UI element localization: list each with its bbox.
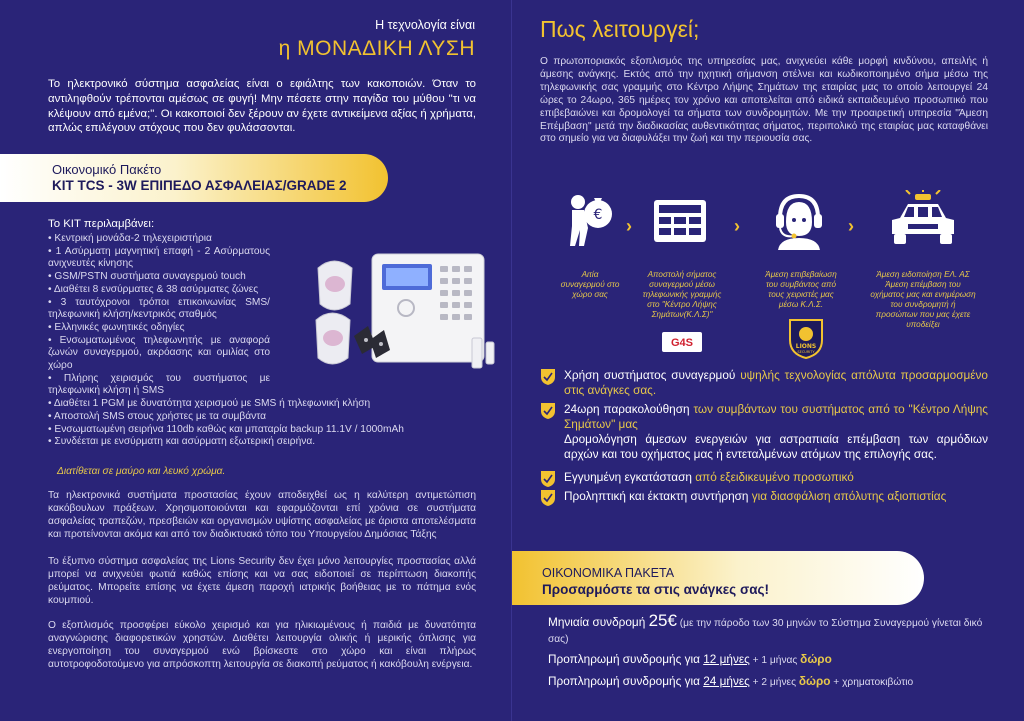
package-banner (0, 154, 388, 202)
step-caption: Αποστολή σήματος συναγερμού μέσω τηλεφωνικής γραμμής στο "Κέντρο Λήψης Σημάτων(Κ.Λ.Σ)" (642, 270, 722, 319)
kit-title: Το KIT περιλαμβάνει: (48, 218, 155, 230)
feature-bold: Χρήση συστήματος συναγερμού (564, 368, 736, 382)
kit-item: • Πλήρης χειρισμός του συστήματος με τηλεφωνική κλήση ή SMS (48, 372, 270, 397)
g4s-logo (662, 332, 702, 352)
feature-rest: των συμβάντων του συστήματος από το "Κέντρο Λήψης Σημάτων" μας (564, 402, 988, 431)
kit-item: • Διαθέτει 1 PGM με δυνατότητα χειρισμού με SMS ή τηλεφωνική κλήση (48, 398, 371, 410)
kit-item: • Ελληνικές φωνητικές οδηγίες (48, 321, 185, 333)
kit-list (48, 233, 404, 449)
kit-item: • Διαθέτει 8 ενσύρματες & 38 ασύρματες ζώνες (48, 283, 259, 295)
price-monthly-value: 25€ (648, 611, 677, 630)
step-caption: Άμεση ειδοποίηση ΕΛ. ΑΣ Άμεση επέμβαση του οχήματος μας και ενημέρωση του συνδρομητή ή προσώπων που μας έχετε υποδείξει (870, 270, 976, 329)
kit-item: • Αποστολή SMS στους χρήστες με τα συμβάντα (48, 410, 267, 422)
feature-text (564, 470, 988, 485)
price-prepay-24-label: Προπληρωμή συνδρομής για (548, 674, 704, 688)
intro-title: η ΜΟΝΑΔΙΚΗ ΛΥΣΗ (278, 37, 475, 60)
intro-paragraph: Το ηλεκτρονικό σύστημα ασφαλείας είναι ο εφιάλτης των κακοποιών. Όταν το αντιληφθούν τρέπονται αμέσως σε φυγή! Μην πέσετε στην παγίδα του μύθου "τι να κλέψουν από εμένα;". Οι κακοποιοί δεν ξέρουν αν έχετε αντικείμενα αξίας ή χρήματα, απλώς επιλέγουν στόχους που δεν φυλάσσονται. (48, 78, 476, 135)
kit-item: • 1 Ασύρματη μαγνητική επαφή - 2 Ασύρματους ανιχνευτές κίνησης (48, 245, 270, 270)
patrol-car-icon (886, 190, 960, 246)
right-column (512, 0, 1024, 721)
kit-item: • GSM/PSTN συστήματα συναγερμού touch (48, 271, 246, 283)
step-caption: Αιτία συναγερμού στο χώρο σας (560, 270, 620, 299)
kit-item: • Συνδέεται με ενσύρματη και ασύρματη εξωτερική σειρήνα. (48, 436, 316, 448)
feature-text (564, 368, 988, 398)
price-prepay-12-months: 12 μήνες (703, 652, 750, 666)
price-prepay-12-gift: δώρο (800, 652, 832, 666)
how-it-works-paragraph: Ο πρωτοποριακός εξοπλισμός της υπηρεσίας μας, ανιχνεύει κάθε μορφή κινδύνου, απειλής ή άμεσης ανάγκης. Εκτός από την ηχητική σήμανση στέλνει και κωδικοποιημένο σήμα μέσω της τηλεφωνικής σας γραμμής στο Κέντρο Λήψης Σημάτων της εταιρίας μας το οποίο λειτουργεί 24 ώρες το 24ωρο, 365 ημέρες τον χρόνο και αποτελείται από ειδικά εκπαιδευμένο προσωπικό που επιβεβαιώνει και δρομολογεί τα σήματα των συνδρομητών. Με την προαιρετική υπηρεσία "Άμεση Επέμβαση" μετά την διαδικασίας αυθεντικότητας σήματος, περιπολικό της εταιρίας μας καταφθάνει στο σημείο για να διαφυλάξει την ζωή και την περιουσία σας. (540, 56, 988, 145)
feature-rest: υψηλής τεχνολογίας απόλυτα προσαρμοσμένο στις ανάγκες σας. (564, 368, 988, 397)
lions-logo-text: LIONS (795, 343, 817, 350)
price-prepay-24-extra: + χρηματοκιβώτιο (830, 677, 914, 688)
shield-icon (540, 489, 556, 507)
control-panel-icon (652, 198, 708, 244)
price-prepay-12-label: Προπληρωμή συνδρομής για (548, 652, 704, 666)
feature-bold: 24ωρη παρακολούθηση (564, 402, 690, 416)
shield-icon (540, 470, 556, 488)
step-arrow-icon: › (734, 216, 740, 236)
body-paragraph-2: Το έξυπνο σύστημα ασφαλείας της Lions Security δεν έχει μόνο λειτουργίες προστασίας αλλά μπορεί να ανιχνεύει φωτιά καθώς επίσης και να σας ειδοποιεί σε περίπτωση διακοπής ρεύματος. Μπορείτε επίσης να έχετε άμεση παροχή ιατρικής βοήθειας με το πάτημα ενός κουμπιού. (48, 556, 476, 606)
step-caption: Άμεση επιβεβαίωση του συμβάντος από τους χειριστές μας μέσω Κ.Λ.Σ. (765, 270, 837, 309)
package-banner-line2: KIT TCS - 3W ΕΠΙΠΕΔΟ ΑΣΦΑΛΕΙΑΣ/GRADE 2 (52, 178, 347, 193)
feature-text (564, 402, 988, 462)
price-prepay-24-bonus: + 2 μήνες (749, 677, 799, 688)
price-monthly-label: Μηνιαία συνδρομή (548, 615, 649, 629)
g4s-logo-text: G4S (670, 337, 693, 349)
price-prepay-24 (548, 674, 913, 688)
price-prepay-12 (548, 652, 832, 666)
feature-bold: Εγγυημένη εγκατάσταση (564, 470, 692, 484)
kit-item: • Κεντρική μονάδα-2 τηλεχειριστήρια (48, 233, 212, 244)
kit-color-note: Διατίθεται σε μαύρο και λευκό χρώμα. (57, 466, 226, 477)
intro-subtitle: Η τεχνολογία είναι (375, 18, 475, 32)
feature-rest: από εξειδικευμένο προσωπικό (691, 470, 854, 484)
lions-security-logo (786, 316, 826, 360)
operator-icon (772, 192, 826, 250)
kit-item: • Ενσωματωμένη σειρήνα 110db καθώς και μπαταρία backup 11.1V / 1000mAh (48, 423, 404, 435)
feature-text (564, 489, 988, 504)
feature-rest: για διασφάλιση απόλυτης αξιοπιστίας (748, 489, 947, 503)
svg-text:€: € (593, 207, 603, 223)
price-monthly (548, 611, 988, 647)
kit-item: • 3 ταυτόχρονοι τρόποι επικοινωνίας SMS/τηλεφωνική κλήση/κεντρικός σταθμός (48, 296, 270, 321)
feature-bold: Προληπτική και έκτακτη συντήρηση (564, 489, 749, 503)
body-paragraph-3: Ο εξοπλισμός προσφέρει εύκολο χειρισμό και για ηλικιωμένους ή παιδιά με δυνατότητα αναγνώρισης διαφορετικών χρηστών. Διαθέτει λειτουργία ολικής ή μερικής όπλισης για ενεργοποίηση του συναγερμού ενώ βρίσκεστε στο χώρο και είναι πλήρως αυτοτροφοδοτούμενο για απρόσκοπτη λειτουργία σε διακοπή ρεύματος ή κακόβουλη ενέργεια. (48, 620, 476, 670)
price-prepay-24-gift: δώρο (798, 674, 831, 688)
kit-item: • Ενσωματωμένος τηλεφωνητής με αναφορά ζωνών συναγερμού, ακρόασης και ομιλίας στο χώρο (48, 334, 270, 372)
packages-banner-line2: Προσαρμόστε τα στις ανάγκες σας! (542, 582, 770, 597)
step-arrow-icon: › (848, 216, 854, 236)
body-paragraph-1: Τα ηλεκτρονικά συστήματα προστασίας έχουν αποδειχθεί ως η καλύτερη αντιμετώπιση κακόβουλων πράξεων. Χρησιμοποιούνται και εφαρμόζονται επί χρόνια σε συστήματα ασφαλείας τραπεζών, πρεσβειών και οργανισμών υψίστης ασφαλείας με άριστα αποτελέσματα και προτείνονται ακόμα και από τον διαδικτυακό τόπο του Υπουργείου Δημόσιας Τάξης (48, 490, 476, 540)
thief-icon (564, 192, 614, 248)
feature-extra: Δρομολόγηση άμεσων ενεργειών για αστραπιαία επέμβαση των αρμόδιων αρχών και του οχήματος μας ή εντεταλμένων ατόμων της επιλογής σας. (564, 432, 988, 461)
step-arrow-icon: › (626, 216, 632, 236)
price-monthly-note: (με την πάροδο των 30 μηνών το Σύστημα Συναγερμού γίνεται δικό σας) (548, 618, 983, 645)
packages-banner-line1: ΟΙΚΟΝΟΜΙΚΑ ΠΑΚΕΤΑ (542, 566, 675, 580)
price-prepay-12-bonus: + 1 μήνας (749, 655, 801, 666)
shield-icon (540, 402, 556, 420)
left-column (0, 0, 511, 721)
shield-icon (540, 368, 556, 386)
packages-banner (512, 551, 924, 605)
alarm-kit-image (312, 250, 508, 376)
lions-logo-subtext: SECURITY (797, 350, 815, 354)
how-it-works-title: Πως λειτουργεί; (540, 16, 700, 42)
package-banner-line1: Οικονομικό Πακέτο (52, 162, 162, 177)
price-prepay-24-months: 24 μήνες (703, 674, 750, 688)
